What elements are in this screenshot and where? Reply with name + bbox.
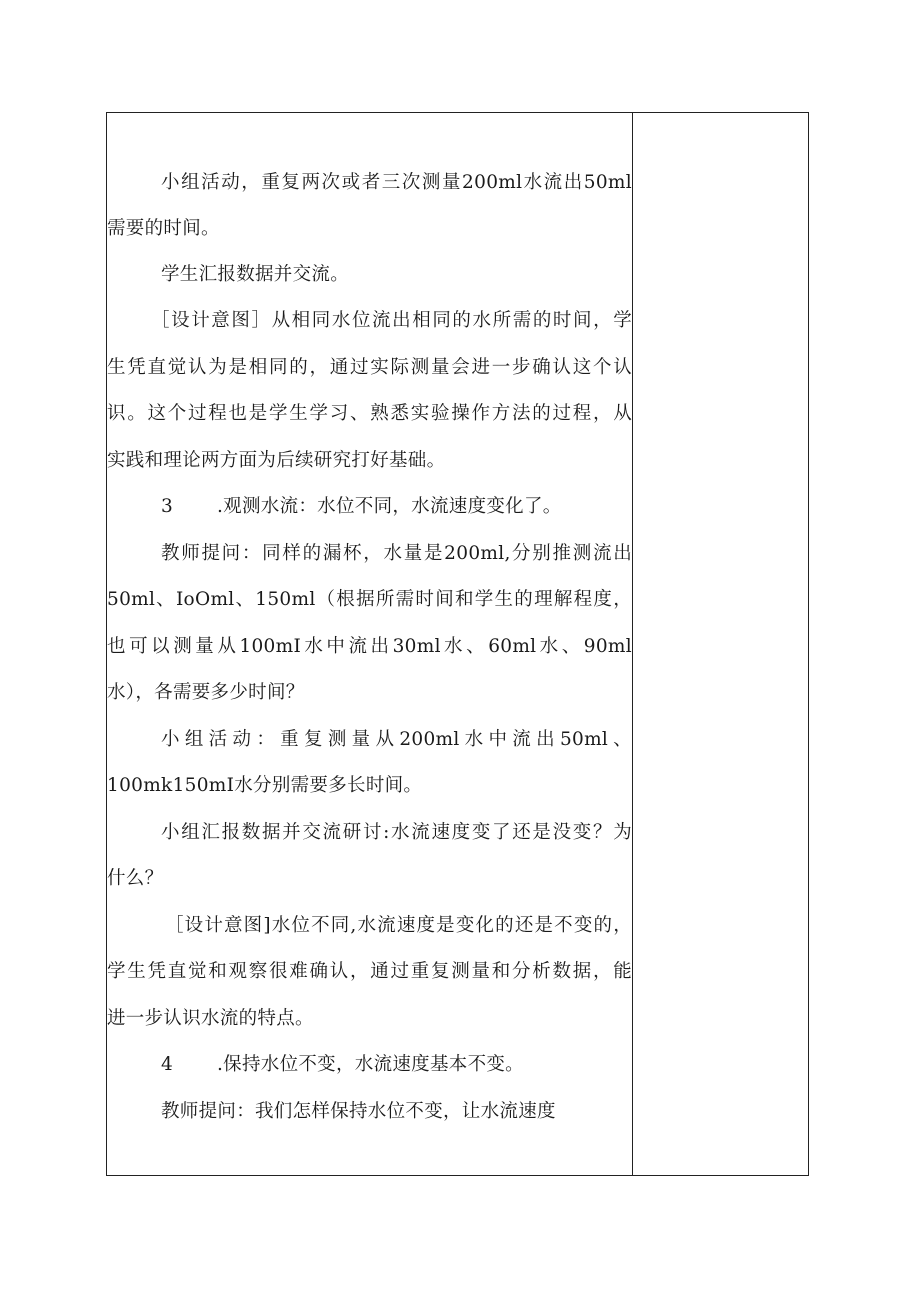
paragraph-line: 50ml、IoOml、150ml（根据所需时间和学生的理解程度， bbox=[107, 589, 632, 610]
paragraph-line: 学生凭直觉和观察很难确认，通过重复测量和分析数据，能 bbox=[107, 961, 632, 982]
paragraph-line: ［设计意图]水位不同,水流速度是变化的还是不变的， bbox=[165, 915, 632, 936]
paragraph-line: 小组活动，重复两次或者三次测量200ml水流出50ml bbox=[161, 172, 632, 193]
paragraph-line: 教师提问：同样的漏杯，水量是200ml,分别推测流出 bbox=[161, 543, 632, 564]
paragraph-line: 需要的时间。 bbox=[107, 218, 220, 239]
paragraph-line: ［设计意图］从相同水位流出相同的水所需的时间，学 bbox=[151, 310, 632, 331]
notes-cell bbox=[633, 113, 808, 1175]
paragraph-line: 教师提问：我们怎样保持水位不变，让水流速度 bbox=[161, 1101, 556, 1122]
content-cell bbox=[107, 113, 633, 1175]
step-number: 4 bbox=[161, 1054, 173, 1075]
step-heading: .保持水位不变，水流速度基本不变。 bbox=[217, 1054, 524, 1075]
paragraph-line: 什么？ bbox=[107, 868, 164, 889]
step-heading: .观测水流：水位不同，水流速度变化了。 bbox=[217, 496, 562, 517]
paragraph-line: 学生汇报数据并交流。 bbox=[161, 264, 350, 285]
paragraph-line: 小组活动：重复测量从200ml水中流出50ml、 bbox=[161, 729, 632, 750]
paragraph-line: 识。这个过程也是学生学习、熟悉实验操作方法的过程，从 bbox=[107, 403, 632, 424]
paragraph-line: 水），各需要多少时间？ bbox=[107, 682, 305, 703]
paragraph-line: 100mk150mI水分别需要多长时间。 bbox=[107, 775, 423, 796]
paragraph-line: 进一步认识水流的特点。 bbox=[107, 1008, 314, 1029]
paragraph-line: 实践和理论两方面为后续研究打好基础。 bbox=[107, 450, 446, 471]
lesson-table bbox=[106, 112, 809, 1176]
step-number: 3 bbox=[161, 496, 173, 517]
paragraph-line: 小组汇报数据并交流研讨:水流速度变了还是没变？为 bbox=[161, 822, 632, 843]
paragraph-line: 也可以测量从100mI水中流出30ml水、60ml水、90ml bbox=[107, 636, 632, 657]
paragraph-line: 生凭直觉认为是相同的，通过实际测量会进一步确认这个认 bbox=[107, 357, 632, 378]
